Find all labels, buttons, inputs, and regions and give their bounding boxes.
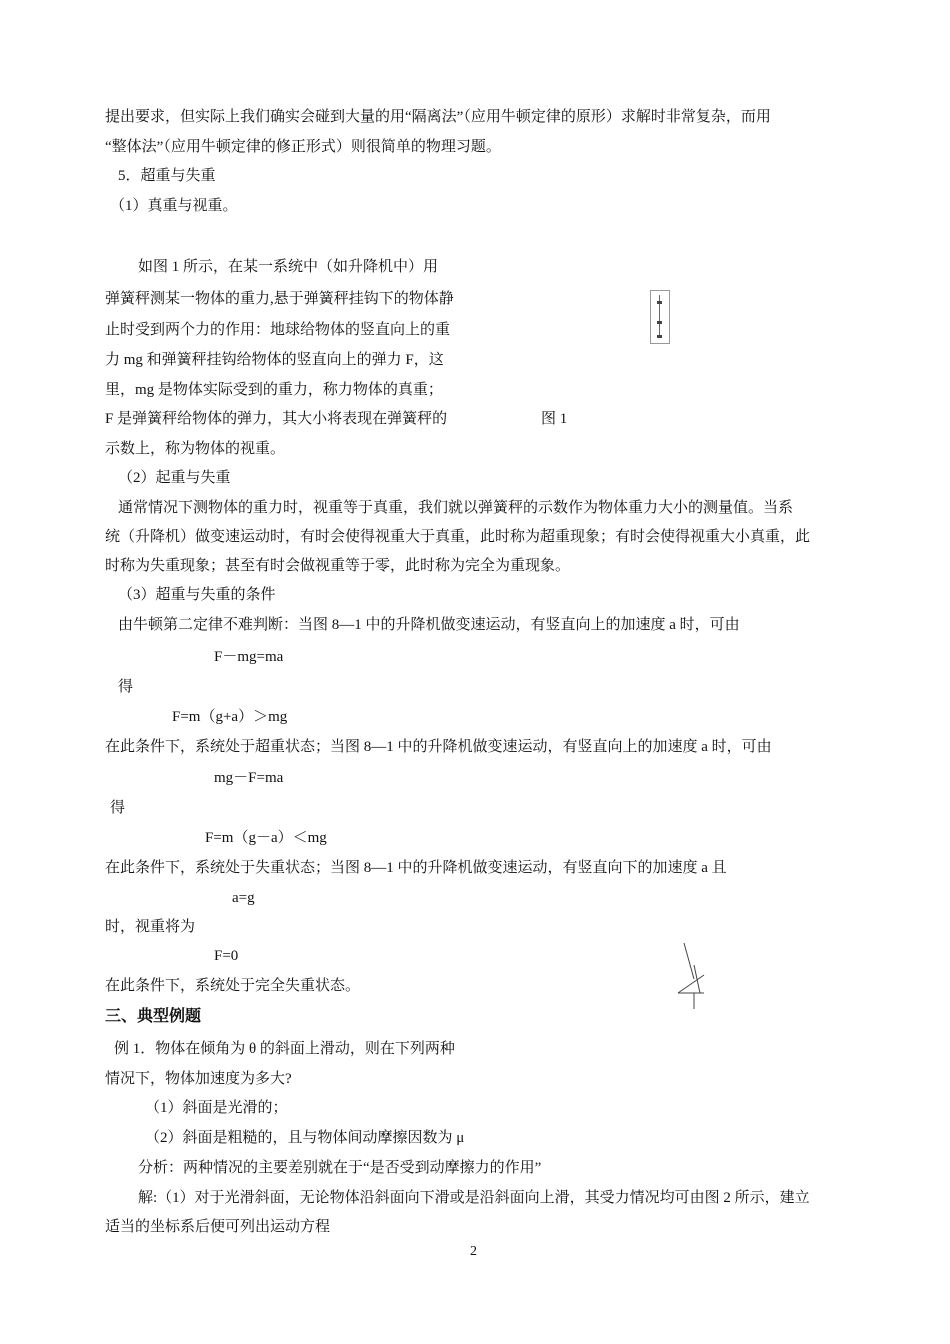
subsection-heading: （1）真重与视重。 [110, 198, 238, 214]
spring-scale-figure [650, 290, 670, 344]
paragraph-line: 在此条件下，系统处于完全失重状态。 [105, 978, 361, 994]
example-line: 例 1．物体在倾角为 θ 的斜面上滑动，则在下列两种 [114, 1041, 455, 1057]
equation: a=g [232, 890, 255, 906]
solution-line: 解:（1）对于光滑斜面，无论物体沿斜面向下滑或是沿斜面向上滑，其受力情况均可由图 2 所示，建立 [138, 1190, 810, 1206]
spring-hook [657, 335, 662, 338]
equation: F=m（g+a）＞mg [172, 709, 288, 725]
equation: F－mg=ma [214, 649, 284, 665]
paragraph-line: F 是弹簧秤给物体的弹力，其大小将表现在弹簧秤的 [105, 411, 448, 427]
incline-line [678, 975, 704, 993]
paragraph-line: 力 mg 和弹簧秤挂钩给物体的竖直向上的弹力 F，这 [105, 352, 444, 368]
spring-mark [657, 321, 662, 324]
paragraph-line: 在此条件下，系统处于失重状态；当图 8—1 中的升降机做变速运动，有竖直向下的加速度 a 且 [105, 860, 727, 876]
paragraph-line: 统（升降机）做变速运动时，有时会使得视重大于真重，此时称为超重现象；有时会使得视重大小真重，此 [105, 529, 811, 545]
paragraph-line: 时称为失重现象；甚至有时会做视重等于零，此时称为完全为重现象。 [105, 558, 571, 574]
solution-line: 适当的坐标系后便可列出运动方程 [105, 1219, 331, 1235]
paragraph-line: “整体法”（应用牛顿定律的修正形式）则很简单的物理习题。 [105, 139, 501, 155]
incline-force-figure [670, 935, 710, 1015]
page-number: 2 [470, 1244, 477, 1259]
example-line: （1）斜面是光滑的； [145, 1100, 288, 1116]
section-heading: 5．超重与失重 [118, 168, 216, 184]
section-title: 三、典型例题 [105, 1006, 202, 1025]
equation: F=m（g－a）＜mg [205, 830, 327, 846]
paragraph-line: 提出要求，但实际上我们确实会碰到大量的用“隔离法”（应用牛顿定律的原形）求解时非常复杂，而用 [105, 109, 771, 125]
paragraph-line: 止时受到两个力的作用：地球给物体的竖直向上的重 [105, 322, 451, 338]
paragraph-line: 时，视重将为 [105, 919, 196, 935]
subsection-heading: （2）起重与失重 [118, 470, 231, 486]
figure-caption: 图 1 [541, 411, 568, 427]
paragraph-line: 里，mg 是物体实际受到的重力，称力物体的真重； [105, 382, 443, 398]
paragraph-line: 如图 1 所示，在某一系统中（如升降机中）用 [138, 259, 439, 275]
force-arrow [684, 943, 694, 979]
analysis-line: 分析：两种情况的主要差别就在于“是否受到动摩擦力的作用” [138, 1160, 542, 1176]
spring-mark [657, 301, 662, 304]
paragraph-line: 示数上，称为物体的视重。 [105, 441, 286, 457]
paragraph-line: 在此条件下，系统处于超重状态；当图 8—1 中的升降机做变速运动，有竖直向上的加速度 a 时，可由 [105, 739, 772, 755]
equation: mg－F=ma [214, 770, 284, 786]
paragraph-line: 由牛顿第二定律不难判断：当图 8—1 中的升降机做变速运动，有竖直向上的加速度 a 时，可由 [118, 617, 740, 633]
example-line: 情况下，物体加速度为多大? [105, 1071, 292, 1087]
paragraph-line: 得 [118, 679, 134, 695]
paragraph-line: 弹簧秤测某一物体的重力,悬于弹簧秤挂钩下的物体静 [105, 291, 454, 307]
paragraph-line: 得 [110, 800, 126, 816]
subsection-heading: （3）超重与失重的条件 [118, 587, 276, 603]
example-line: （2）斜面是粗糙的，且与物体间动摩擦因数为 μ [145, 1130, 465, 1146]
equation: F=0 [214, 948, 239, 964]
paragraph-line: 通常情况下测物体的重力时，视重等于真重，我们就以弹簧秤的示数作为物体重力大小的测量值。当系 [118, 500, 794, 516]
